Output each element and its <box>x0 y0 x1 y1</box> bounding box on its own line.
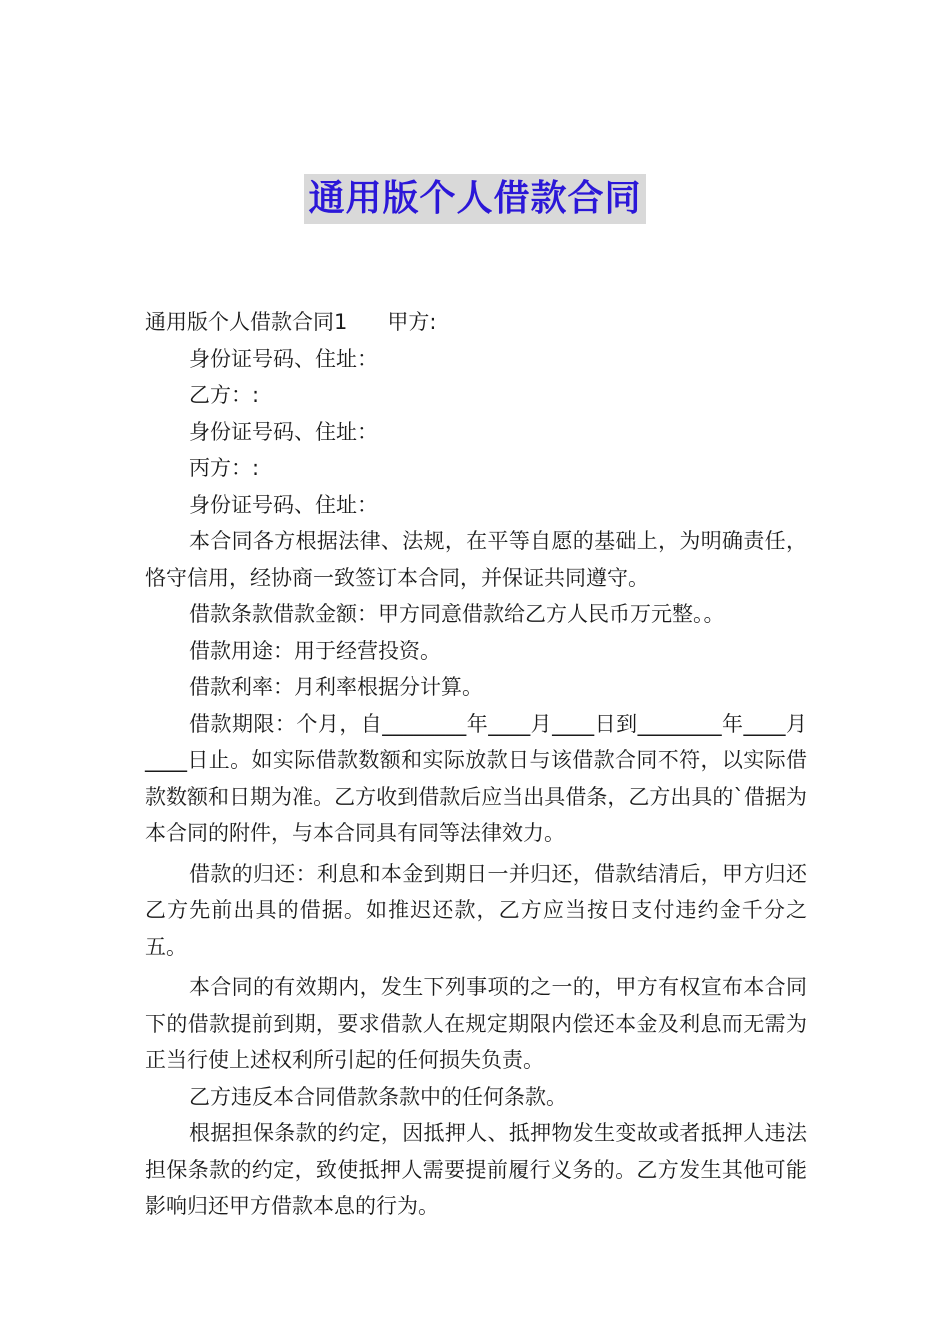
loan-term-clause: 借款期限：个月，自________年____月____日到________年____月____日止。如实际借款数额和实际放款日与该借款合同不符，以实际借款数额和日期为准。乙方收到借款后应当出具借条，乙方出具的`借据为本合同的附件，与本合同具有同等法律效力。 <box>145 711 807 845</box>
party-b-label: 乙方：: <box>189 383 260 407</box>
document-body <box>145 304 807 1225</box>
party-a-id-address: 身份证号码、住址： <box>189 346 378 371</box>
acceleration-clause: 本合同的有效期内，发生下列事项的之一的，甲方有权宣布本合同下的借款提前到期，要求借款人在规定期限内偿还本金及利息而无需为正当行使上述权利所引起的任何损失负责。 <box>145 975 807 1072</box>
breach-item-2: 根据担保条款的约定，因抵押人、抵押物发生变故或者抵押人违法担保条款的约定，致使抵押人需要提前履行义务的。乙方发生其他可能影响归还甲方借款本息的行为。 <box>145 1121 807 1218</box>
party-c-label: 丙方：: <box>189 456 260 480</box>
party-c-id-address: 身份证号码、住址： <box>189 492 378 517</box>
loan-amount-clause: 借款条款借款金额：甲方同意借款给乙方人民币万元整。。 <box>189 602 725 626</box>
preamble-paragraph: 本合同各方根据法律、法规，在平等自愿的基础上，为明确责任，恪守信用，经协商一致签订本合同，并保证共同遵守。 <box>145 529 807 590</box>
party-b-id-address: 身份证号码、住址： <box>189 419 378 444</box>
interest-rate-clause: 借款利率：月利率根据分计算。 <box>189 675 483 699</box>
loan-purpose-clause: 借款用途：用于经营投资。 <box>189 638 441 663</box>
contract-heading-line <box>145 304 807 341</box>
contract-heading: 通用版个人借款合同1 <box>145 310 348 334</box>
party-a-label: 甲方: <box>387 310 437 334</box>
repayment-clause: 借款的归还：利息和本金到期日一并归还，借款结清后，甲方归还乙方先前出具的借据。如推迟还款，乙方应当按日支付违约金千分之五。 <box>145 861 807 959</box>
document-title-block <box>0 174 950 224</box>
breach-item-1: 乙方违反本合同借款条款中的任何条款。 <box>189 1084 567 1109</box>
document-title: 通用版个人借款合同 <box>304 174 645 224</box>
